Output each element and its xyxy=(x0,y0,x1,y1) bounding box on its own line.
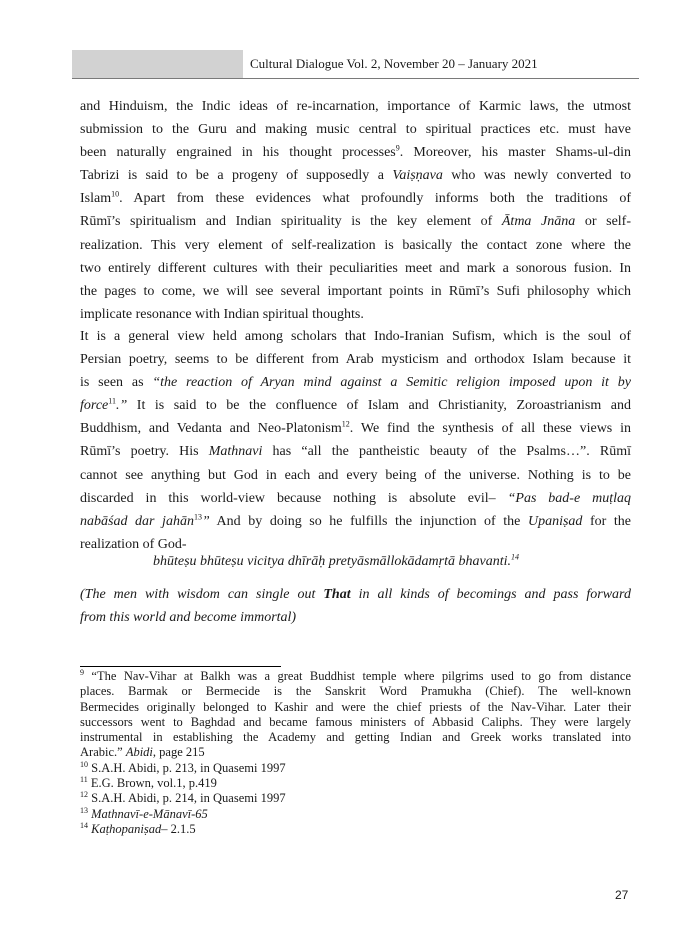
paragraph-1 xyxy=(80,95,631,326)
text-line: nabāśad dar jahān$^{13}$” And by doing so he fulfills the injunction of the Upaniṣad for the xyxy=(80,512,631,529)
text-line: force$^{11}$.” It is said to be the confluence of Islam and Christianity, Zoroastrianism and xyxy=(80,396,631,414)
text-line: cannot see anything but God in each and every being of the universe. Nothing is to be xyxy=(80,467,631,483)
text-line: realization. This very element of self-realization is basically the contact zone where the xyxy=(80,237,631,253)
sanskrit-verse: bhūteṣu bhūteṣu vicitya dhīrāḥ pretyāsmāllokādamṛtā bhavanti.$^{14}$ xyxy=(153,552,519,569)
text-line: Tabrizi is said to be a progeny of supposedly a Vaiṣṇava who was newly converted to xyxy=(80,168,632,184)
text-line: the pages to come, we will see several important points in Rūmī’s Sufi philosophy which xyxy=(80,283,631,299)
paragraph-2 xyxy=(80,325,631,556)
header-rule xyxy=(72,78,639,79)
footnote-ref-12: 12 xyxy=(341,419,350,429)
text-line: It is a general view held among scholars that Indo-Iranian Sufism, which is the soul of xyxy=(80,329,631,344)
page-number: 27 xyxy=(615,888,629,902)
header-shaded-block xyxy=(72,50,243,78)
footnote-13: $^{13}$ Mathnavī-e-Mānavī-65 xyxy=(80,805,208,821)
footnote-ref-13: 13 xyxy=(193,512,202,522)
footnote-ref-9: 9 xyxy=(395,143,400,153)
running-header: Cultural Dialogue Vol. 2, November 20 – January 2021 xyxy=(250,56,538,71)
footnote-line: places. Barmak or Bermecide is the Sanskrit Word Pramukha (Chief). The well-known xyxy=(80,684,631,699)
footnote-14: $^{14}$ Kaṭhopaniṣad– 2.1.5 xyxy=(80,820,196,836)
footnote-10: $^{10}$ S.A.H. Abidi, p. 213, in Quasemi 1997 xyxy=(80,759,286,775)
text-line: Persian poetry, seems to be different from Arab mysticism and orthodox Islam because it xyxy=(80,352,631,368)
footnote-line: Bermecides originally belonged to Kashir and were the chief priests of the Nav-Vihar. Later their xyxy=(80,699,631,714)
footnote-ref-10: 10 xyxy=(111,189,120,199)
text-line: and Hinduism, the Indic ideas of re-incarnation, importance of Karmic laws, the utmost xyxy=(80,99,631,114)
text-line: is seen as “the reaction of Aryan mind against a Semitic religion imposed upon it by xyxy=(80,375,631,391)
footnote-line: successors went to Baghdad and became famous ministers of Abbasid Caliphs. They were largely xyxy=(80,714,631,729)
text-line: Rūmī’s spiritualism and Indian spirituality is the key element of Ātma Jnāna or self- xyxy=(80,214,631,230)
footnote-11: $^{11}$ E.G. Brown, vol.1, p.419 xyxy=(80,774,217,791)
text-line: realization of God- xyxy=(80,536,187,552)
footnote-separator xyxy=(80,666,281,667)
footnote-line: Arabic.” Abidi, page 215 xyxy=(80,745,205,760)
text-line: discarded in this world-view because nothing is absolute evil– “Pas bad-e muṭlaq xyxy=(80,490,631,506)
text-line: two entirely different cultures with their peculiarities meet and mark a sonorous fusion. In xyxy=(80,260,631,276)
footnote-9: $^9$ “The Nav-Vihar at Balkh was a great Buddhist temple where pilgrims used to go from distance xyxy=(80,667,631,683)
text-line: Buddhism, and Vedanta and Neo-Platonism$^{12}$. We find the synthesis of all these views in xyxy=(80,419,631,437)
text-line: been naturally engrained in his thought processes$^9$. Moreover, his master Shams-ul-din xyxy=(80,143,631,161)
text-line: Rūmī’s poetry. His Mathnavi has “all the pantheistic beauty of the Psalms…”. Rūmī xyxy=(80,444,631,460)
footnote-12: $^{12}$ S.A.H. Abidi, p. 214, in Quasemi 1997 xyxy=(80,790,286,806)
text-line: from this world and become immortal) xyxy=(80,610,297,626)
verse-translation xyxy=(80,583,631,629)
text-line: Islam$^{10}$. Apart from these evidences what profoundly informs both the traditions of xyxy=(80,189,631,207)
footnote-line: instrumental in establishing the Academy and getting Indian and Greek works translated into xyxy=(80,730,631,745)
text-line: implicate resonance with Indian spiritual thoughts. xyxy=(80,306,364,322)
text-line: (The men with wisdom can single out That in all kinds of becomings and pass forward xyxy=(80,587,631,602)
footnote-ref-14: 14 xyxy=(511,552,519,562)
text-line: submission to the Guru and making music central to spiritual practices etc. must have xyxy=(80,122,631,138)
footnote-ref-11: 11 xyxy=(108,396,116,406)
footnotes xyxy=(80,669,631,837)
